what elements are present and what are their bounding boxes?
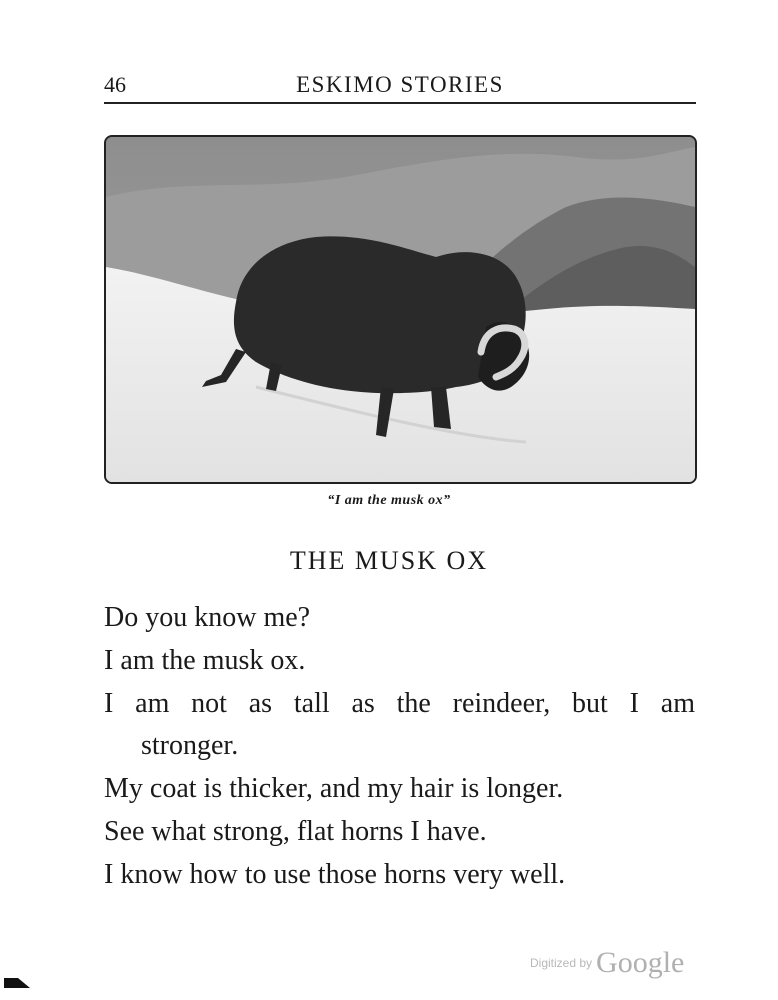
body-line: My coat is thicker, and my hair is longer. xyxy=(104,773,564,804)
digitization-watermark xyxy=(530,946,684,980)
header-rule xyxy=(104,102,696,104)
corner-arrow-icon xyxy=(4,976,30,990)
musk-ox-illustration xyxy=(104,135,697,484)
body-line: I am the musk ox. xyxy=(104,645,306,676)
illustration-caption: “I am the musk ox” xyxy=(327,493,451,508)
body-line: I know how to use those horns very well. xyxy=(104,859,566,890)
watermark-brand: Google xyxy=(596,946,685,979)
watermark-prefix: Digitized by xyxy=(530,956,593,970)
page-header xyxy=(104,70,696,106)
body-line: I am not as tall as the reindeer, but I am xyxy=(104,688,695,719)
body-line: See what strong, flat horns I have. xyxy=(104,816,487,847)
page-number: 46 xyxy=(104,72,126,97)
body-line: stronger. xyxy=(141,730,239,761)
musk-ox-photo xyxy=(106,137,695,482)
chapter-title: THE MUSK OX xyxy=(289,546,489,575)
running-title: ESKIMO STORIES xyxy=(296,72,504,97)
body-line: Do you know me? xyxy=(104,602,311,633)
